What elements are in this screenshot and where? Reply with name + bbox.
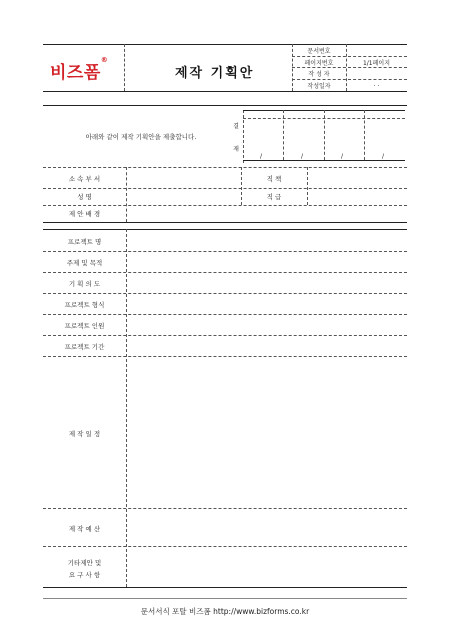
info-row-line (43, 205, 407, 206)
project-name-label: 프로젝트 명 (67, 238, 102, 246)
proposal-background-label: 제 안 배 경 (68, 210, 101, 218)
meta-label-date: 작성일자 (307, 83, 331, 90)
document-title: 제작 기획안 (175, 66, 255, 81)
info-row-line (43, 188, 407, 189)
approval-top-rule (43, 105, 407, 106)
project-period-label: 프로젝트 기간 (64, 343, 105, 351)
approval-bottom-rule (43, 167, 407, 168)
topic-purpose-label: 주제 및 목적 (66, 259, 103, 267)
section-row-line (43, 508, 407, 509)
other-proposals-label-line2: 요 구 사 항 (68, 571, 101, 579)
section-row-line (43, 546, 407, 547)
meta-label-page-no: 페이지번호 (304, 60, 334, 67)
approval-cell-divider (324, 110, 325, 160)
sections-label-divider (126, 229, 127, 587)
meta-label-doc-no: 문서번호 (307, 48, 331, 55)
meta-row-line (292, 56, 407, 57)
info-mid-divider (307, 167, 308, 205)
meta-value-date[interactable]: . . (373, 81, 380, 88)
header-top-rule (43, 44, 407, 45)
section-row-line (43, 251, 407, 252)
approval-box-bottom (243, 160, 405, 161)
approval-cell-divider (364, 110, 365, 160)
bizforms-logo: 비즈폼® (50, 56, 109, 83)
name-label: 성 명 (77, 193, 92, 201)
header-bottom-rule (43, 91, 407, 92)
meta-row-line (292, 67, 407, 68)
production-budget-label: 제 작 예 산 (68, 525, 101, 533)
position-label: 직 책 (266, 175, 282, 183)
footer-rule (43, 598, 407, 599)
approval-label-gyeol: 결 (233, 123, 239, 130)
section-row-line (43, 356, 407, 357)
submission-statement: 아래와 같이 제작 기획안을 제출합니다. (85, 133, 197, 141)
info-label-divider (126, 167, 127, 222)
project-staff-label: 프로젝트 인원 (64, 322, 105, 330)
production-schedule-label: 제 작 일 정 (68, 430, 101, 438)
meta-label-author: 작 성 자 (308, 71, 330, 78)
info-bottom-rule (43, 222, 407, 223)
approval-date-mark[interactable]: / (340, 153, 344, 160)
approval-label-jae: 재 (233, 146, 239, 153)
section-row-line (43, 314, 407, 315)
project-format-label: 프로젝트 형식 (64, 301, 105, 309)
sections-top-rule (43, 229, 407, 230)
meta-row-line (292, 79, 407, 80)
approval-date-mark[interactable]: / (381, 153, 385, 160)
footer-text[interactable]: 문서서식 포탈 비즈폼 http://www.bizforms.co.kr (140, 607, 310, 616)
section-row-line (43, 272, 407, 273)
approval-cell-divider (283, 110, 284, 160)
dept-label: 소 속 부 서 (68, 175, 101, 183)
section-row-line (43, 335, 407, 336)
header-divider-1 (124, 44, 125, 91)
approval-date-mark[interactable]: / (300, 153, 304, 160)
section-row-line (43, 293, 407, 294)
approval-date-mark[interactable]: / (259, 153, 263, 160)
other-proposals-label-line1: 기타제안 및 (67, 559, 102, 567)
meta-value-page-no[interactable]: 1/1페이지 (362, 60, 391, 67)
rank-label: 직 급 (266, 193, 282, 201)
sections-bottom-rule (43, 587, 407, 588)
planning-intent-label: 기 획 의 도 (68, 280, 101, 288)
